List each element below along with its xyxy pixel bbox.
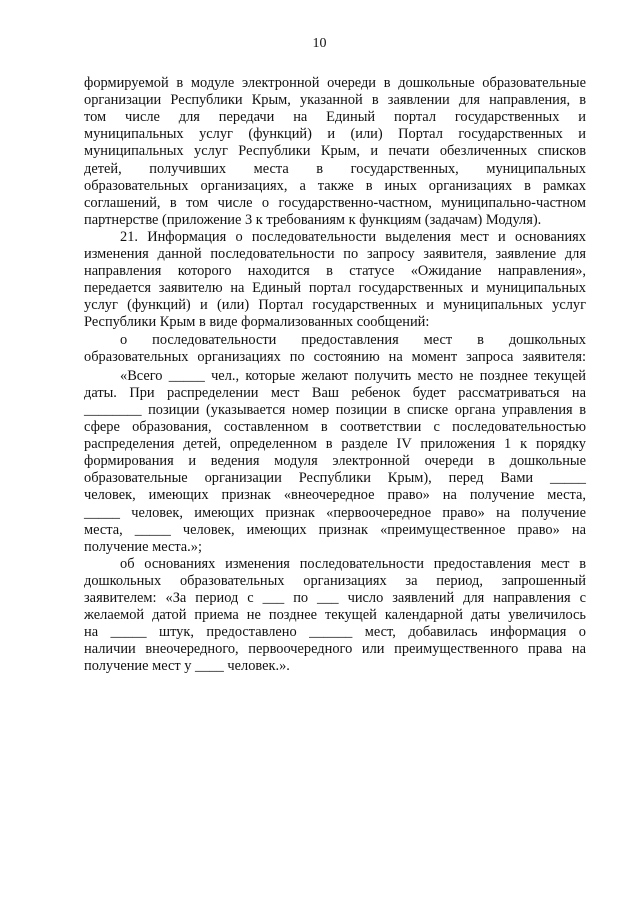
text-line: места, _____ человек, имеющих признак «преимущественное право» на: [84, 521, 586, 538]
text-line: наличии внеочередного, первоочередного или преимущественного права на: [84, 641, 586, 658]
text-line: образовательные организации Республики Крым), перед Вами _____: [84, 470, 586, 487]
text-line: образовательных организациях, а также в иных организациях в рамках: [84, 177, 586, 194]
text-line: распределения детей, определенном в разделе IV приложения 1 к порядку: [84, 436, 586, 453]
text-line: услуг (функций) и (или) Портал государственных и муниципальных услуг: [84, 297, 586, 314]
text-line: заявителем: «За период с ___ по ___ число заявлений для направления с: [84, 590, 586, 606]
text-line: партнерстве (приложение 3 к требованиям к функциям (задачам) Модуля).: [84, 211, 542, 228]
text-line: получение мест у ____ человек.».: [84, 658, 290, 675]
text-line: организации Республики Крым, указанной в заявлении для направления, в: [84, 92, 586, 109]
text-line: соглашений, в том числе о государственно-частном, муниципально-частном: [84, 194, 586, 211]
text-line: на _____ штук, предоставлено ______ мест, добавилась информация о: [84, 624, 586, 641]
text-line: том числе для передачи на Единый портал государственных и: [84, 109, 586, 126]
text-line: человек, имеющих признак «внеочередное право» на получение места,: [84, 487, 586, 504]
text-line: получение места.»;: [84, 538, 202, 555]
text-line: о последовательности предоставления мест в дошкольных: [120, 331, 586, 348]
text-line: 21. Информация о последовательности выделения мест и основаниях: [120, 228, 586, 245]
text-line: Республики Крым в виде формализованных сообщений:: [84, 314, 430, 331]
text-line: об основаниях изменения последовательности предоставления мест в: [120, 555, 586, 572]
text-line: _____ человек, имеющих признак «первоочередное право» на получение: [84, 504, 586, 521]
page-number: 10: [312, 36, 327, 51]
text-line: сфере образования, составленном в соответствии с последовательностью: [84, 419, 586, 435]
text-line: муниципальных услуг Республики Крым, и печати обезличенных списков: [84, 143, 586, 160]
text-line: передается заявителю на Единый портал государственных и муниципальных: [84, 280, 586, 297]
text-line: направления которого находится в статусе «Ожидание направления»,: [84, 263, 586, 280]
text-line: желаемой датой приема не позднее текущей календарной даты увеличилось: [84, 607, 586, 624]
text-line: изменения данной последовательности по запросу заявителя, заявление для: [84, 246, 586, 262]
text-line: муниципальных услуг (функций) и (или) Портал государственных и: [84, 126, 586, 143]
text-line: ________ позиции (указывается номер позиции в списке органа управления в: [84, 401, 586, 418]
text-line: детей, получивших места в государственных, муниципальных: [84, 160, 586, 177]
text-line: «Всего _____ чел., которые желают получить место не позднее текущей: [120, 367, 586, 384]
text-line: образовательных организациях по состоянию на момент запроса заявителя:: [84, 348, 586, 365]
text-line: формируемой в модуле электронной очереди в дошкольные образовательные: [84, 75, 586, 91]
text-line: формирования и ведения модуля электронной очереди в дошкольные: [84, 453, 586, 470]
text-line: даты. При распределении мест Ваш ребенок будет рассматриваться на: [84, 384, 586, 401]
text-line: дошкольных образовательных организациях за период, запрошенный: [84, 572, 586, 589]
